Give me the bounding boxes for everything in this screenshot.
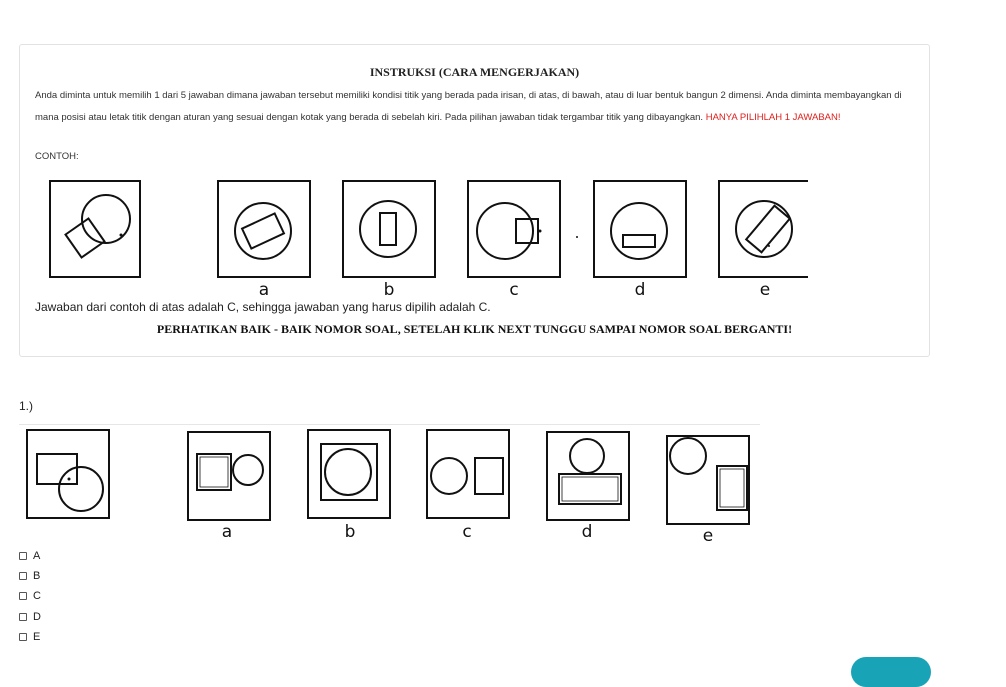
option-d[interactable] — [19, 607, 41, 627]
question-figure — [19, 424, 760, 546]
example-answer: Jawaban dari contoh di atas adalah C, sehingga jawaban yang harus dipilih adalah C. — [35, 300, 491, 314]
option-d-checkbox[interactable] — [19, 613, 27, 621]
example-letter-e: e — [759, 280, 771, 299]
example-option-c-box — [468, 181, 560, 277]
example-letter-c: c — [509, 280, 519, 299]
question-number: 1.) — [19, 399, 34, 413]
question-letter-e: e — [702, 526, 714, 546]
example-label: CONTOH: — [35, 151, 79, 162]
example-letter-a: a — [258, 280, 270, 299]
option-a-checkbox[interactable] — [19, 552, 27, 560]
example-figure — [48, 179, 808, 299]
option-a-label: A — [33, 550, 41, 563]
option-d-label: D — [33, 610, 41, 623]
notice-text: PERHATIKAN BAIK - BAIK NOMOR SOAL, SETELAH KLIK NEXT TUNGGU SAMPAI NOMOR SOAL BERGANTI! — [156, 322, 793, 336]
example-option-e-box — [719, 181, 808, 277]
example-letter-b: b — [383, 280, 395, 299]
option-e-checkbox[interactable] — [19, 633, 27, 641]
option-c[interactable] — [19, 586, 41, 606]
question-option-c-box — [427, 430, 509, 518]
question-letter-a: a — [221, 522, 233, 542]
option-e[interactable] — [19, 627, 41, 647]
next-button[interactable] — [851, 657, 931, 687]
example-letter-d: d — [634, 280, 646, 299]
instruction-body: Anda diminta untuk memilih 1 dari 5 jawaban dimana jawaban tersebut memiliki kondisi titik yang berada pada irisan, di atas, di bawah, atau di luar bentuk bangun 2 dimensi. Anda diminta membayangkan di mana posisi atau letak titik dengan aturan yang sesuai dengan kotak yang berada di sebelah kiri. Pada pilihan jawaban tidak tergambar titik yang dibayangkan. — [35, 90, 902, 123]
option-c-label: C — [33, 590, 41, 603]
question-letter-b: b — [344, 522, 356, 542]
option-e-label: E — [33, 630, 41, 643]
instruction-warning: HANYA PILIHLAH 1 JAWABAN! — [705, 111, 841, 123]
answer-options — [19, 546, 41, 647]
option-b[interactable] — [19, 566, 41, 586]
option-a[interactable] — [19, 546, 41, 566]
option-b-label: B — [33, 570, 41, 583]
instruction-text — [35, 85, 915, 128]
example-option-a-box — [218, 181, 310, 277]
instruction-card — [19, 44, 930, 357]
question-letter-c: c — [462, 522, 472, 542]
question-letter-d: d — [581, 522, 593, 542]
option-b-checkbox[interactable] — [19, 572, 27, 580]
option-c-checkbox[interactable] — [19, 592, 27, 600]
example-option-d-box — [594, 181, 686, 277]
instruction-title: INSTRUKSI (CARA MENGERJAKAN) — [369, 65, 580, 79]
example-option-b-box — [343, 181, 435, 277]
